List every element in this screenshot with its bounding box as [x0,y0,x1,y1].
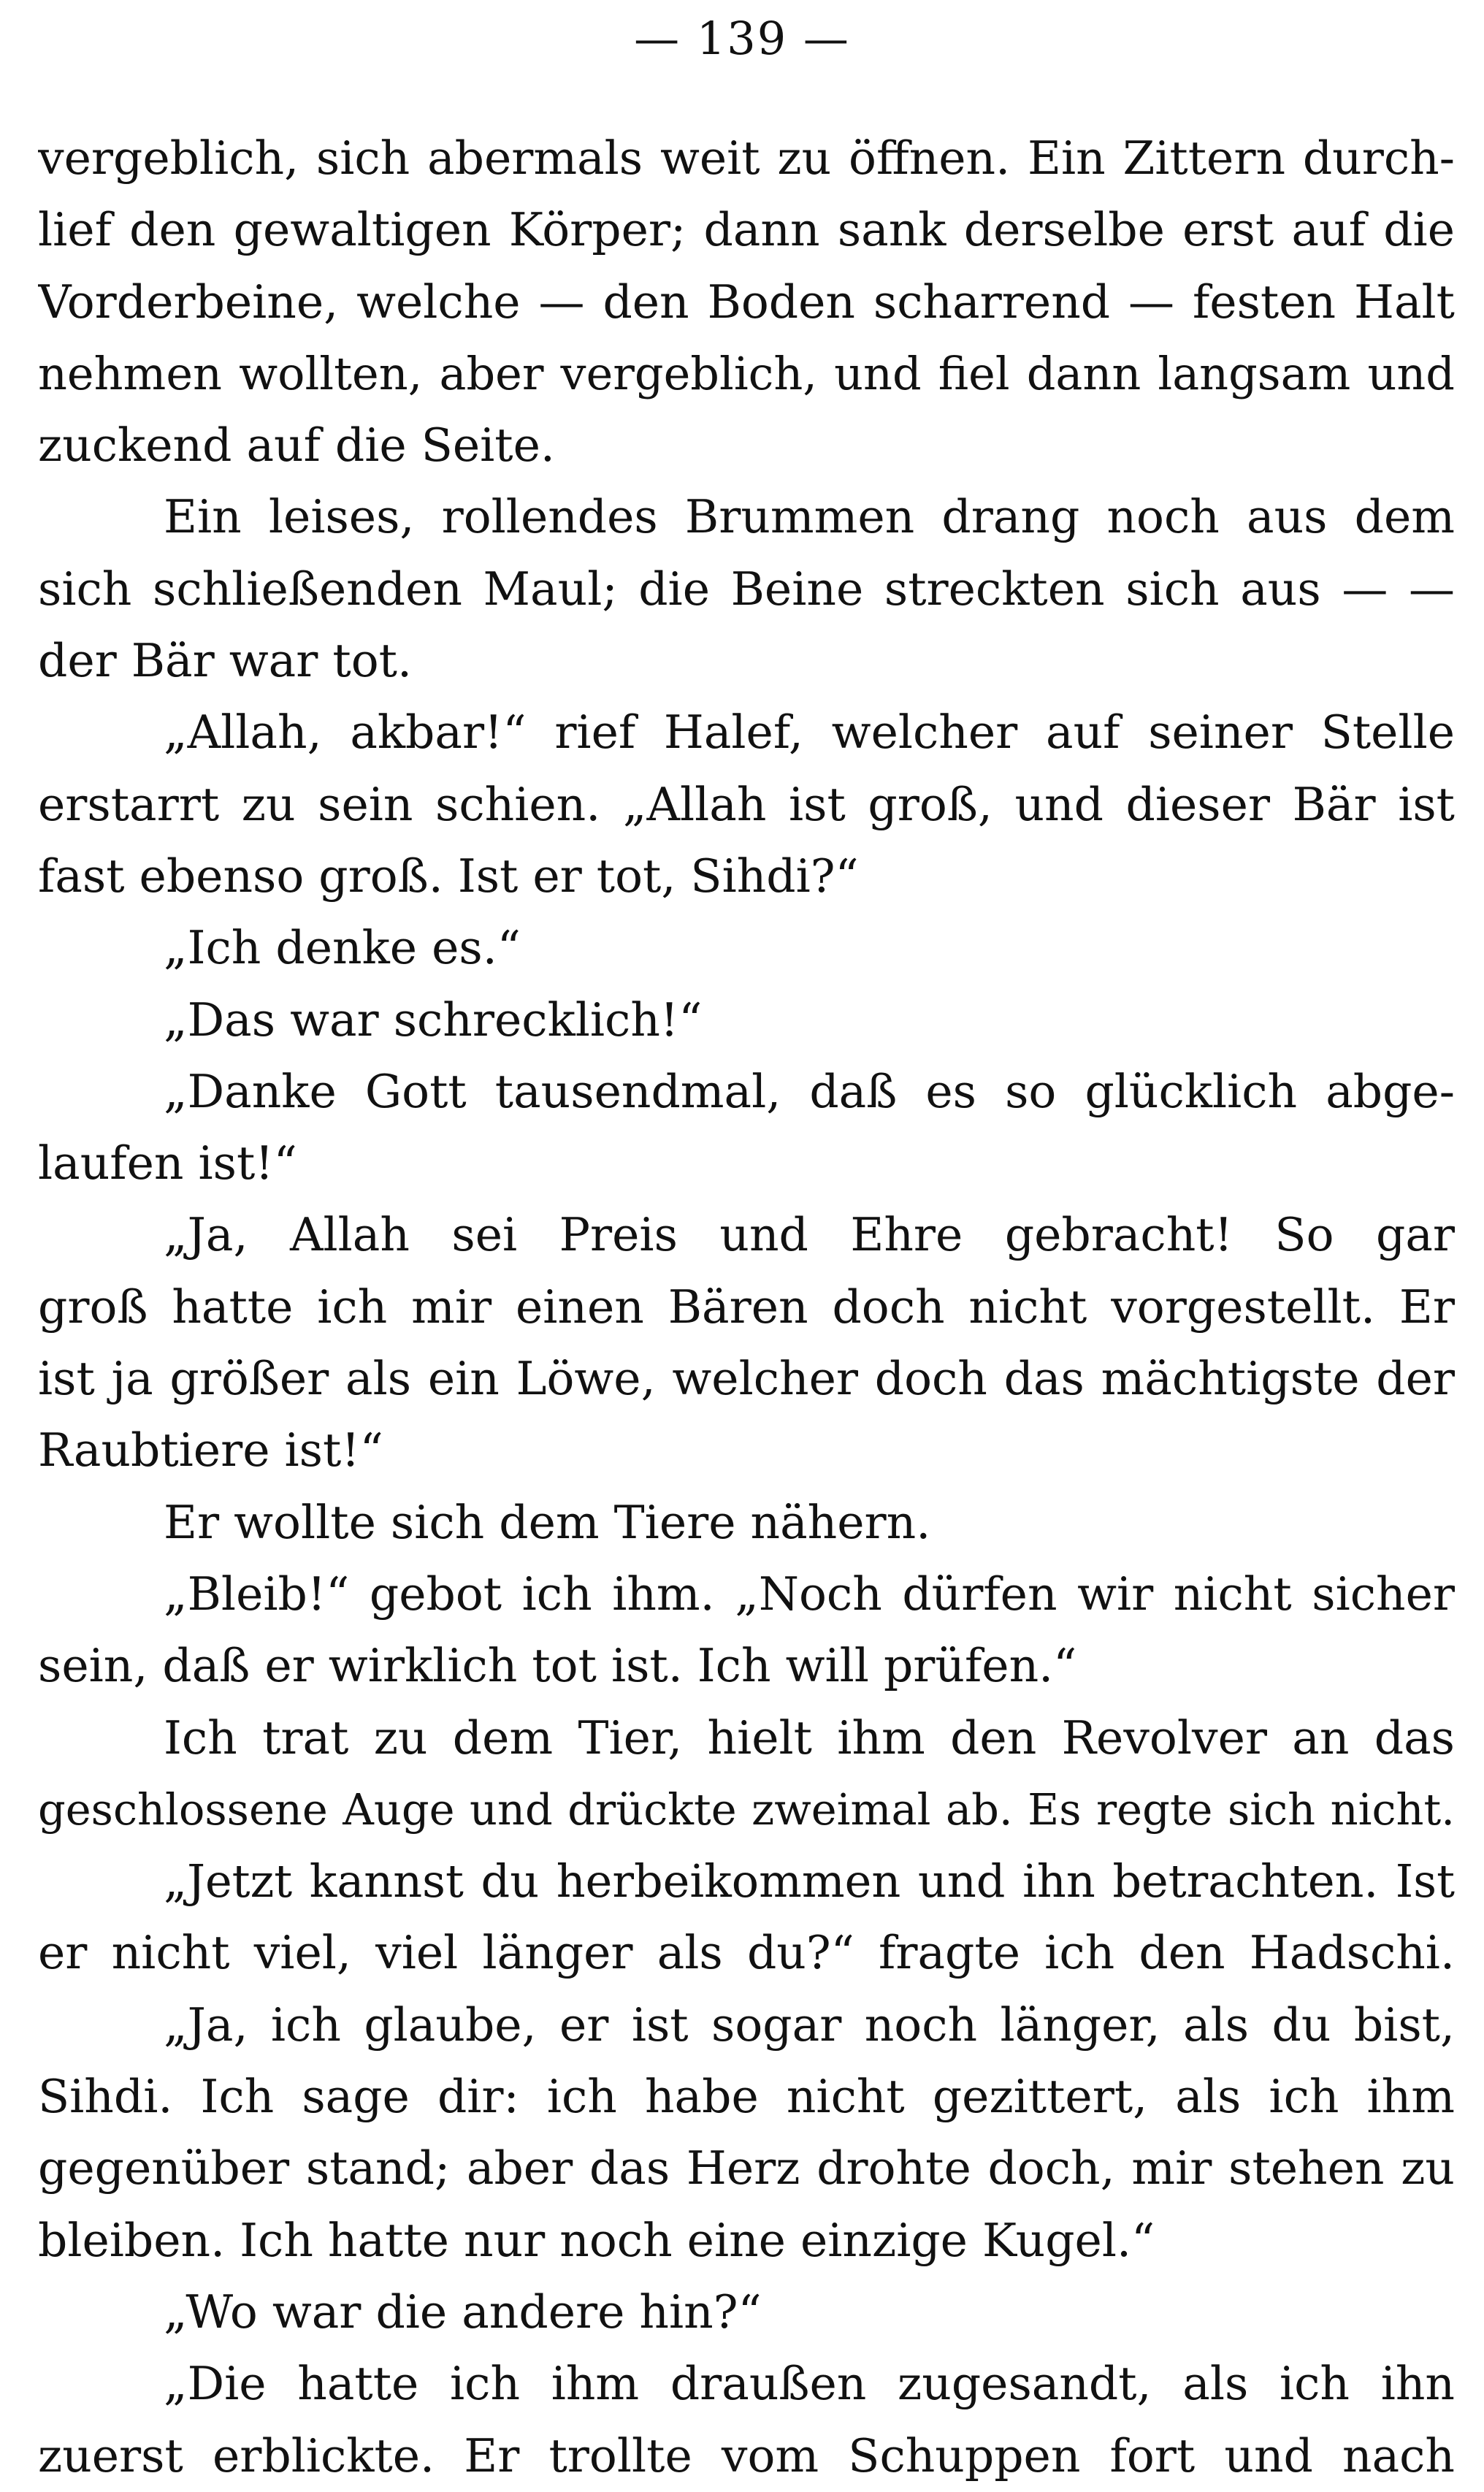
text-line: laufen ist!“ [38,1136,297,1190]
text-line: vergeblich, sich abermals weit zu öffnen. Ein Zittern durch- [38,131,1455,185]
text-line: Er wollte sich dem Tiere nähern. [164,1495,931,1549]
text-line: fast ebenso groß. Ist er tot, Sihdi?“ [38,849,859,903]
text-line: sich schließenden Maul; die Beine streckten sich aus — — [38,562,1455,616]
text-line: groß hatte ich mir einen Bären doch nicht vorgestellt. Er [38,1280,1455,1334]
text-line: gegenüber stand; aber das Herz drohte doch, mir stehen zu [38,2141,1455,2195]
text-line: bleiben. Ich hatte nur noch eine einzige Kugel.“ [38,2213,1155,2267]
text-line: „Die hatte ich ihm draußen zugesandt, als ich ihn [164,2357,1455,2411]
text-line: Sihdi. Ich sage dir: ich habe nicht gezittert, als ich ihm [38,2070,1455,2124]
text-line: der Bär war tot. [38,634,412,688]
text-line: „Bleib!“ gebot ich ihm. „Noch dürfen wir nicht sicher [164,1567,1455,1621]
text-line: „Danke Gott tausendmal, daß es so glücklich abge- [164,1064,1455,1118]
text-line: lief den gewaltigen Körper; dann sank derselbe erst auf die [38,203,1455,257]
text-line: zuckend auf die Seite. [38,418,555,473]
text-line: „Ja, Allah sei Preis und Ehre gebracht! So gar [164,1208,1455,1262]
text-line: nehmen wollten, aber vergeblich, und fiel dann langsam und [38,346,1455,400]
text-line: „Wo war die andere hin?“ [164,2285,762,2339]
text-line: erstarrt zu sein schien. „Allah ist groß, und dieser Bär ist [38,777,1455,831]
text-line: zuerst erblickte. Er trollte vom Schuppen fort und nach [38,2428,1455,2483]
text-line: Raubtiere ist!“ [38,1423,383,1478]
text-line: er nicht viel, viel länger als du?“ fragte ich den Hadschi. [38,1926,1455,1980]
text-line: „Ja, ich glaube, er ist sogar noch länger, als du bist, [164,1998,1455,2052]
text-line: Vorderbeine, welche — den Boden scharrend — festen Halt [38,275,1455,329]
text-line: ist ja größer als ein Löwe, welcher doch das mächtigste der [38,1352,1455,1406]
page-number: — 139 — [634,12,850,65]
text-line: „Ich denke es.“ [164,921,521,975]
text-line: geschlossene Auge und drückte zweimal ab. Es regte sich nicht. [38,1784,1455,1835]
text-line: Ein leises, rollendes Brummen drang noch aus dem [164,490,1455,544]
body-text [38,123,1455,2492]
text-line: „Jetzt kannst du herbeikommen und ihn betrachten. Ist [164,1854,1455,1908]
text-line: Ich trat zu dem Tier, hielt ihm den Revolver an das [164,1711,1455,1765]
text-line: „Das war schrecklich!“ [164,993,703,1047]
text-line: sein, daß er wirklich tot ist. Ich will prüfen.“ [38,1639,1077,1693]
text-line: „Allah, akbar!“ rief Halef, welcher auf seiner Stelle [164,706,1455,760]
